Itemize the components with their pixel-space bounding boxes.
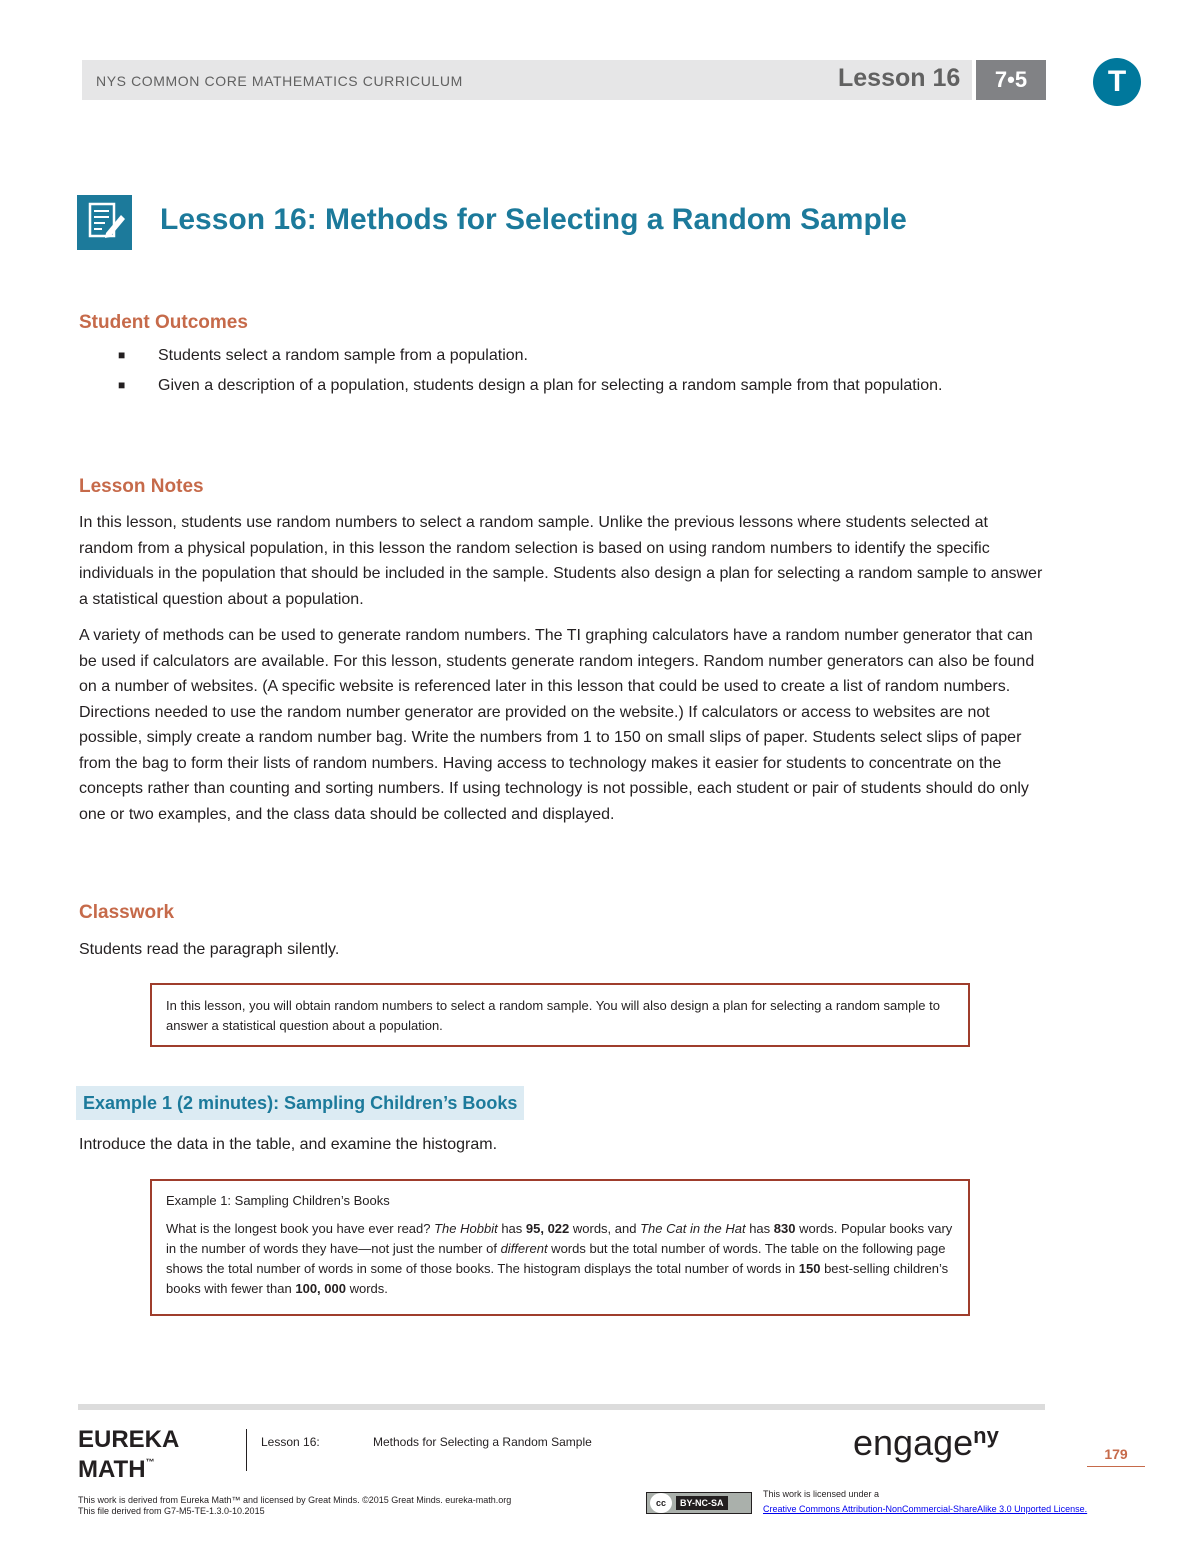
lesson-notes-paragraph: In this lesson, students use random numbers to select a random sample. Unlike the previous lessons where students selected at random from a physical population, in this lesson the random selection is based on using random numbers to identify the specific individuals in the population that should be included in the sample. Students also design a plan for selecting a random sample to answer a statistical question about a population. [79, 514, 1043, 608]
classwork-box [150, 983, 970, 1047]
footer-lesson: Lesson 16: [261, 1435, 320, 1449]
engageny-logo: engage$^{ny}$ [853, 1422, 999, 1463]
page-title: Lesson 16: Methods for Selecting a Random Sample [160, 203, 907, 236]
header-module-badge: 7•5 [976, 60, 1046, 100]
eureka-math-logo: EUREKA MATH™ [78, 1426, 180, 1483]
teacher-badge: T [1093, 58, 1141, 106]
example-box-title: Example 1: Sampling Children’s Books [166, 1193, 390, 1208]
footer-divider [246, 1429, 247, 1471]
student-outcomes-heading: Student Outcomes [79, 312, 248, 333]
example-box-text: What is the longest book you have ever read? The Hobbit has 95, 022 words, and The Cat in the Hat has 830 words. Popular books vary in the number of words they have—not just the number of different words but the total number of words. The table on the following page shows the total number of words in some of those books. The histogram displays the total number of words in 150 best-selling children’s books with fewer than 100, 000 words. [166, 1221, 953, 1296]
footer-licensed: This work is licensed under a [763, 1489, 880, 1499]
page-number: 179 [1087, 1446, 1145, 1467]
list-item: ■ Students select a random sample from a population. [118, 347, 528, 364]
classwork-box-text: In this lesson, you will obtain random numbers to select a random sample. You will also design a plan for selecting a random sample to answer a statistical question about a population. [166, 998, 940, 1033]
classwork-heading: Classwork [79, 902, 175, 923]
footer-file: This file derived from G7-M5-TE-1.3.0-10.2015 [78, 1506, 265, 1516]
footer-lesson-title: Methods for Selecting a Random Sample [373, 1435, 592, 1449]
footer-rule [78, 1404, 1045, 1410]
list-item: ■ Given a description of a population, students design a plan for selecting a random sample from that population. [118, 377, 943, 394]
notepad-pencil-icon [77, 195, 132, 250]
header-lesson: Lesson 16 [838, 64, 961, 92]
footer-derived: This work is derived from Eureka Math™ and licensed by Great Minds. ©2015 Great Minds. eureka-math.org [78, 1495, 512, 1505]
classwork-instruction: Students read the paragraph silently. [79, 941, 340, 958]
lesson-notes-paragraph: A variety of methods can be used to generate random numbers. The TI graphing calculators have a random number generator that can be used if calculators are available. For this lesson, students generate random integers. Random number generators can also be found on a number of websites. (A specific website is referenced later in this lesson that could be used to create a list of random numbers. Directions needed to use the random number generator are provided on the website.) If calculators or access to websites are not possible, simply create a random number bag. Write the numbers from 1 to 150 on small slips of paper. Students select slips of paper from the bag to form their lists of random numbers. Having access to technology makes it easier for students to concentrate on the concepts rather than counting and sorting numbers. If using technology is not possible, each student or pair of students should do only one or two examples, and the class data should be collected and displayed. [79, 627, 1035, 823]
cc-icon: cc [650, 1493, 672, 1513]
student-outcomes-list [118, 343, 998, 403]
license-link[interactable]: Creative Commons Attribution-NonCommercial-ShareAlike 3.0 Unported License. [763, 1504, 1088, 1514]
lesson-notes-heading: Lesson Notes [79, 476, 204, 497]
example-instruction: Introduce the data in the table, and examine the histogram. [79, 1136, 498, 1153]
header-curriculum: NYS COMMON CORE MATHEMATICS CURRICULUM [96, 73, 463, 89]
cc-license-badge[interactable]: cc BY-NC-SA [646, 1492, 752, 1514]
example-heading: Example 1 (2 minutes): Sampling Children’s Books [76, 1086, 524, 1120]
example-box [150, 1179, 970, 1316]
